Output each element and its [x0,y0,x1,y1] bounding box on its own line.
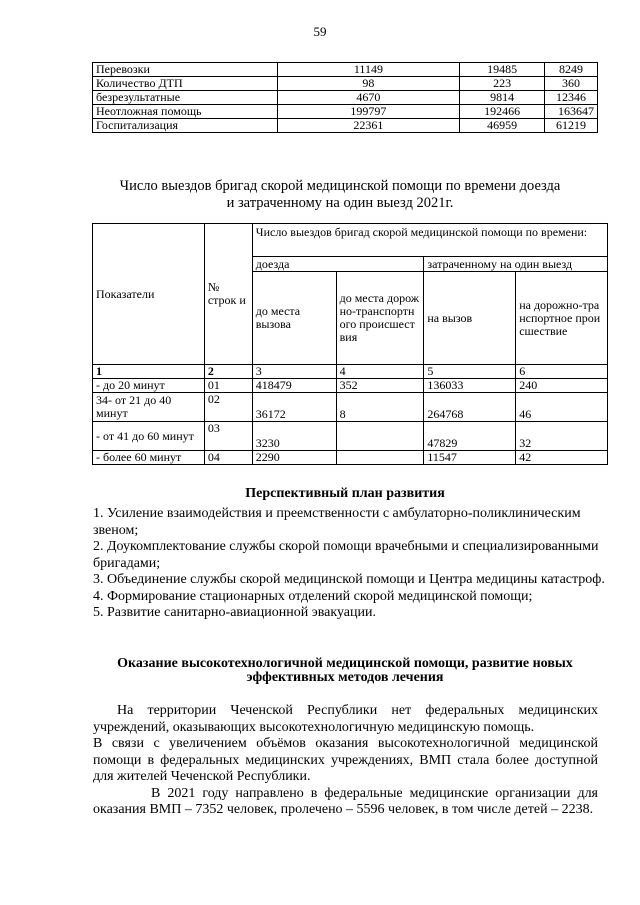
column-number: 2 [204,365,252,379]
cell-value: 11547 [424,451,516,465]
cell-value: 46 [516,393,608,422]
table-row [93,77,598,91]
row-number: 01 [204,379,252,393]
row-number: 03 [204,422,252,451]
list-item: 5. Развитие санитарно-авиационной эвакуации. [93,605,376,620]
column-number: 1 [93,365,205,379]
row-label: - более 60 минут [93,451,205,465]
header-time-spent: затраченному на один выезд [424,257,608,272]
table-row [93,105,598,119]
row-number: 04 [204,451,252,465]
heading-line: Оказание высокотехнологичной медицинской помощи, развитие новых [117,656,573,671]
cell-value [336,451,424,465]
row-label: - до 20 минут [93,379,205,393]
cell-value: 3230 [252,422,336,451]
plan-title: Перспективный план развития [245,486,445,501]
cell-value: 98 [277,77,460,91]
column-numbers-row [93,365,608,379]
header-per-accident: на дорожно-транспортное происшествие [516,272,608,365]
header-arrival: доезда [252,257,424,272]
body-paragraphs [93,703,598,819]
ambulance-calls-table [92,223,608,465]
cell-value: 136033 [424,379,516,393]
cell-value: 223 [460,77,545,91]
cell-value: 22361 [277,119,460,133]
cell-value: 8 [336,393,424,422]
caption-line: и затраченному на один выезд 2021г. [226,195,454,211]
table-row [93,451,608,465]
cell-value: 240 [516,379,608,393]
row-label: Количество ДТП [93,77,278,91]
cell-value: 264768 [424,393,516,422]
heading-line: эффективных методов лечения [246,670,444,685]
cell-value [336,422,424,451]
paragraph: В связи с увеличением объёмов оказания высокотехнологичной медицинской помощи в федеральных медицинских учреждениях, ВМП стала более доступной для жителей Чеченской Республики. [93,736,598,784]
cell-value: 4670 [277,91,460,105]
column-number: 6 [516,365,608,379]
row-label: Неотложная помощь [93,105,278,119]
paragraph: На территории Чеченской Республики нет федеральных медицинских учреждений, оказывающих высокотехнологичную медицинскую помощь. [93,703,598,735]
header-group: Число выездов бригад скорой медицинской помощи по времени: [252,224,607,257]
row-label: Перевозки [93,63,278,77]
row-number: 02 [204,393,252,422]
cell-value: 2290 [252,451,336,465]
list-item: 2. Доукомплектование службы скорой помощи врачебными и специализированными бригадами; [93,539,599,571]
cell-value: 199797 [277,105,460,119]
column-number: 5 [424,365,516,379]
cell-value: 163647 [545,105,598,119]
header-row [93,224,608,257]
header-per-call: на вызов [424,272,516,365]
cell-value: 12346 [545,91,598,105]
table-caption [100,178,580,212]
paragraph: В 2021 году направлено в федеральные медицинские организации для оказания ВМП – 7352 человек, пролечено – 5596 человек, в том числе детей – 2238. [93,785,598,817]
plan-list [93,506,613,622]
cell-value: 418479 [252,379,336,393]
list-item: 1. Усиление взаимодействия и преемственности с амбулаторно-поликлиническим звеном; [93,506,581,538]
cell-value: 8249 [545,63,598,77]
header-to-call-site: до места вызова [252,272,336,365]
header-indicators: Показатели [93,224,205,365]
column-number: 3 [252,365,336,379]
cell-value: 32 [516,422,608,451]
header-row-number: № строк и [204,224,252,365]
cell-value: 11149 [277,63,460,77]
column-number: 4 [336,365,424,379]
table-row [93,379,608,393]
row-label: 34- от 21 до 40 минут [93,393,205,422]
table-row [93,119,598,133]
list-item: 3. Объединение службы скорой медицинской помощи и Центра медицины катастроф. [93,572,605,587]
row-label: безрезультатные [93,91,278,105]
header-to-accident-site: до места дорожно-транспортного происшествия [336,272,424,365]
table-row [93,91,598,105]
caption-line: Число выездов бригад скорой медицинской помощи по времени доезда [119,178,561,194]
list-item: 4. Формирование стационарных отделений скорой медицинской помощи; [93,588,533,604]
cell-value: 360 [545,77,598,91]
cell-value: 19485 [460,63,545,77]
cell-value: 42 [516,451,608,465]
cell-value: 47829 [424,422,516,451]
row-label: Госпитализация [93,119,278,133]
section-heading [80,657,610,685]
cell-value: 9814 [460,91,545,105]
table-row [93,63,598,77]
cell-value: 46959 [460,119,545,133]
cell-value: 192466 [460,105,545,119]
table-row [93,393,608,422]
cell-value: 352 [336,379,424,393]
cell-value: 36172 [252,393,336,422]
cell-value: 61219 [545,119,598,133]
table-row [93,422,608,451]
row-label: - от 41 до 60 минут [93,422,205,451]
top-statistics-table [92,62,598,133]
page-number: 59 [313,24,327,39]
